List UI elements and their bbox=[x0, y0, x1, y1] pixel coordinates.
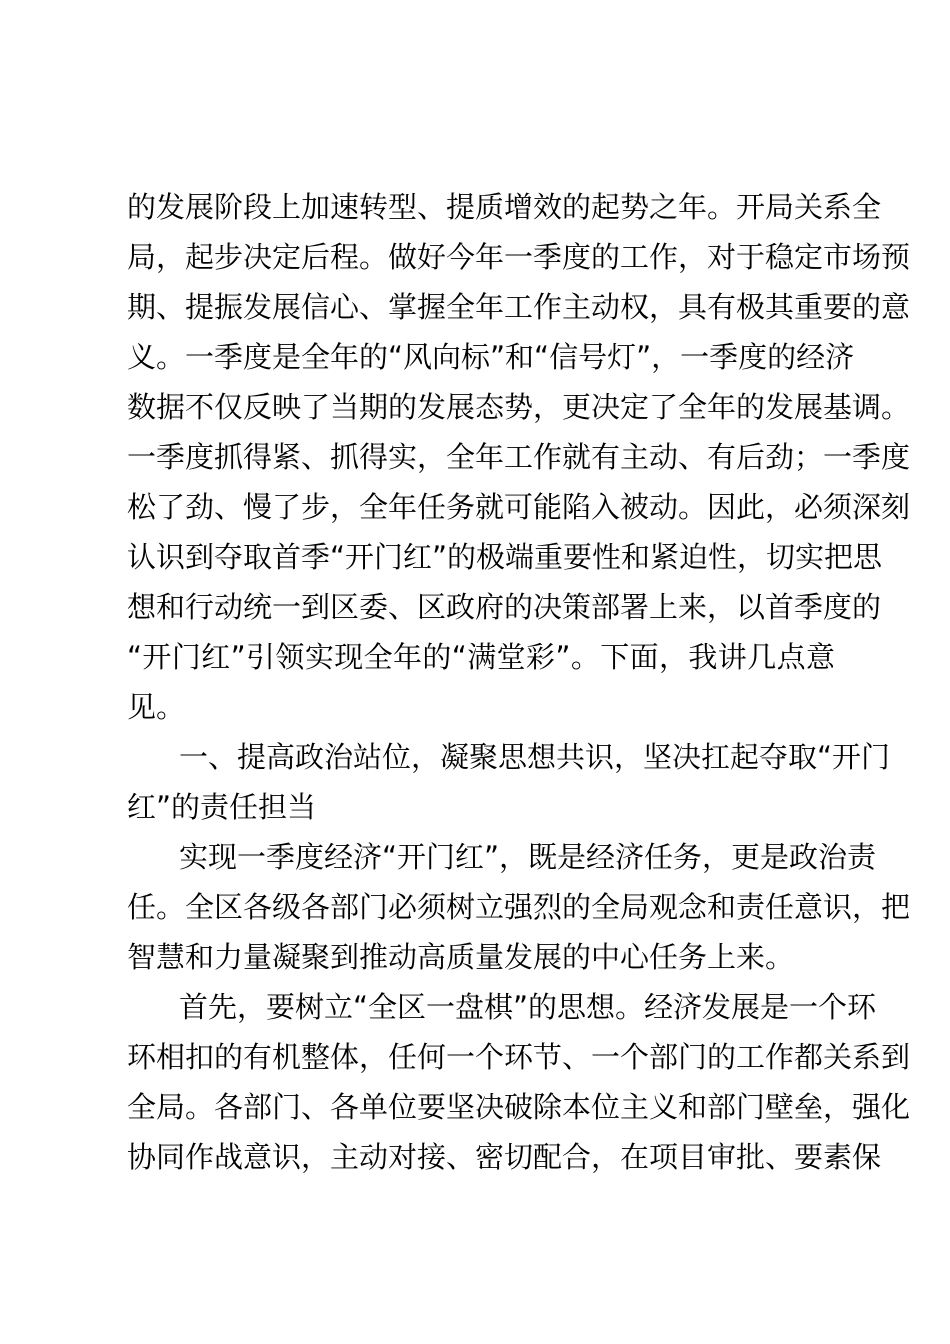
section-heading-line: 红”的责任担当 bbox=[127, 790, 317, 824]
paragraph-line: “开门红”引领实现全年的“满堂彩”。下面，我讲几点意 bbox=[127, 640, 835, 674]
paragraph-line: 局，起步决定后程。做好今年一季度的工作，对于稳定市场预 bbox=[127, 240, 911, 274]
section-heading-line: 一、提高政治站位，凝聚思想共识，坚决扛起夺取“开门 bbox=[179, 740, 891, 774]
paragraph-line: 智慧和力量凝聚到推动高质量发展的中心任务上来。 bbox=[127, 940, 795, 974]
paragraph-line: 想和行动统一到区委、区政府的决策部署上来，以首季度的 bbox=[127, 590, 882, 624]
paragraph-line: 环相扣的有机整体，任何一个环节、一个部门的工作都关系到 bbox=[127, 1040, 911, 1074]
paragraph-line: 松了劲、慢了步，全年任务就可能陷入被动。因此，必须深刻 bbox=[127, 490, 911, 524]
paragraph-line: 协同作战意识，主动对接、密切配合，在项目审批、要素保 bbox=[127, 1140, 882, 1174]
paragraph-line: 实现一季度经济“开门红”，既是经济任务，更是政治责 bbox=[179, 840, 877, 874]
paragraph-line: 数据不仅反映了当期的发展态势，更决定了全年的发展基调。 bbox=[127, 390, 911, 424]
body-text bbox=[127, 182, 911, 1182]
paragraph-line: 期、提振发展信心、掌握全年工作主动权，具有极其重要的意 bbox=[127, 290, 911, 324]
paragraph-line: 认识到夺取首季“开门红”的极端重要性和紧迫性，切实把思 bbox=[127, 540, 883, 574]
paragraph-line: 任。全区各级各部门必须树立强烈的全局观念和责任意识，把 bbox=[127, 890, 911, 924]
paragraph-line: 全局。各部门、各单位要坚决破除本位主义和部门壁垒，强化 bbox=[127, 1090, 911, 1124]
paragraph-line: 义。一季度是全年的“风向标”和“信号灯”，一季度的经济 bbox=[127, 340, 855, 374]
paragraph-line: 见。 bbox=[127, 690, 186, 724]
paragraph-line: 首先，要树立“全区一盘棋”的思想。经济发展是一个环 bbox=[179, 990, 877, 1024]
paragraph-line: 的发展阶段上加速转型、提质增效的起势之年。开局关系全 bbox=[127, 190, 882, 224]
paragraph-line: 一季度抓得紧、抓得实，全年工作就有主动、有后劲；一季度 bbox=[127, 440, 911, 474]
